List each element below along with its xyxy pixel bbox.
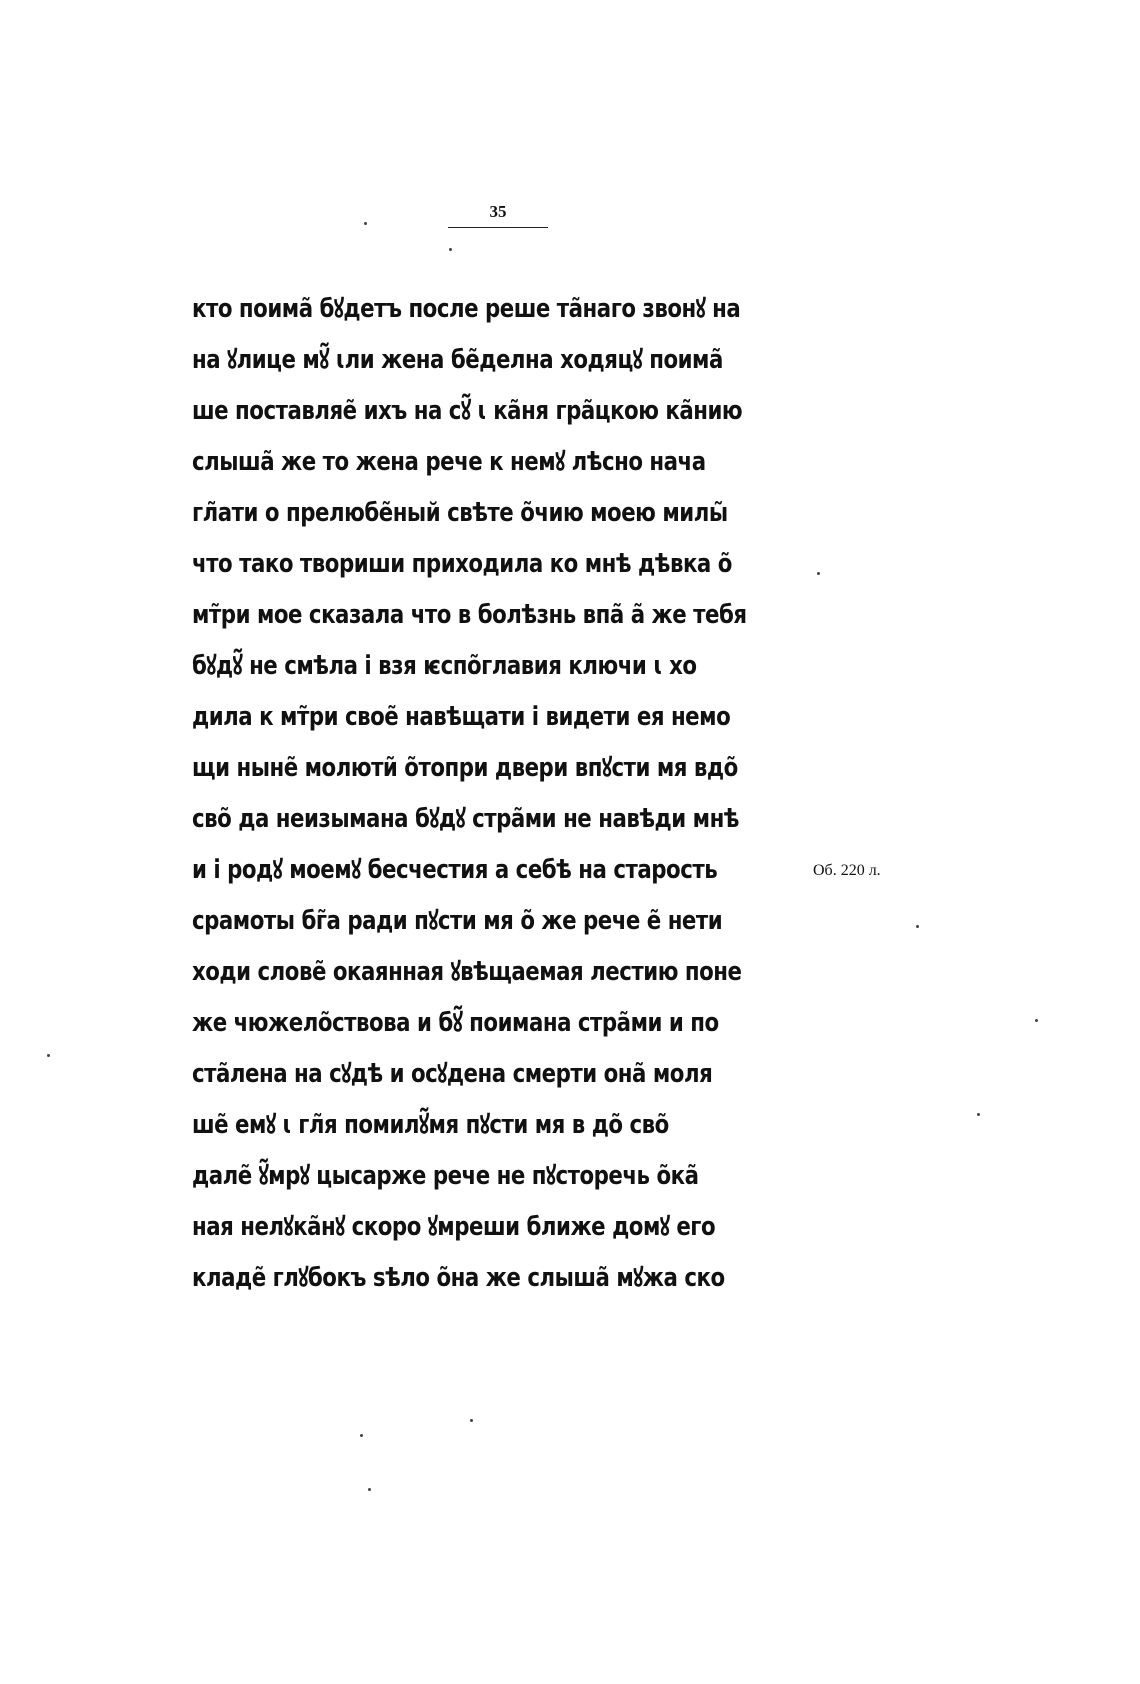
text-line: ше̃ емꙋ ꙇ гл̃я помилꙋ̃мя пꙋсти мя в до̃ сво̃ xyxy=(192,1110,669,1140)
scan-speck xyxy=(360,1434,363,1437)
text-line: ста̃лена на сꙋдѣ и осꙋдена смерти она̃ моля xyxy=(192,1059,713,1089)
text-line: мт̃ри мое сказала что в болѣзнь впа̃ а̃ же тебя xyxy=(192,600,747,630)
scan-speck xyxy=(977,1113,980,1116)
page-number-rule xyxy=(448,227,548,228)
scan-speck xyxy=(47,1054,50,1057)
text-line: же чюжело̃ствова и бꙋ̃ поимана стра̃ми и по xyxy=(192,1008,719,1038)
text-line: что тако твориши приходила ко мнѣ дѣвка о̃ xyxy=(192,549,732,579)
text-block xyxy=(192,287,832,1307)
scan-speck xyxy=(916,925,919,928)
text-line: слыша̃ же то жена рече к немꙋ лѣсно нача xyxy=(192,447,706,477)
scan-speck xyxy=(364,222,367,225)
text-line: ходи слове̃ окаянная ꙋвѣщаемая лестию поне xyxy=(192,957,742,987)
scan-speck xyxy=(1035,1019,1038,1022)
text-line: дале̃ ꙋ̃мрꙋ цысарже рече не пꙋсторечь о̃ка̃ xyxy=(192,1161,699,1191)
margin-folio-note: Об. 220 л. xyxy=(813,862,881,879)
text-line: ше поставляе̃ ихъ на сꙋ̃ ꙇ ка̃ня гра̃цкою ка̃нию xyxy=(192,396,743,426)
text-line: дила к мт̃ри свое̃ навѣщати і видети ея немо xyxy=(192,702,731,732)
scan-speck xyxy=(470,1419,473,1422)
text-line: и і родꙋ моемꙋ бесчестия а себѣ на старость xyxy=(192,855,718,885)
text-line: сво̃ да неизымана бꙋдꙋ стра̃ми не навѣди мнѣ xyxy=(192,804,740,834)
text-line: ная нелꙋка̃нꙋ скоро ꙋмреши ближе домꙋ его xyxy=(192,1212,716,1242)
text-line: на ꙋлице мꙋ̃ ꙇли жена бе̃делна ходяцꙋ поима̃ xyxy=(192,345,723,375)
text-line: срамоты бг̃а ради пꙋсти мя о̃ же рече е̃ нети xyxy=(192,906,723,936)
text-line: кладе̃ глꙋбокъ ѕѣло о̃на же слыша̃ мꙋжа ско xyxy=(192,1263,725,1293)
text-line: бꙋдꙋ̃ не смѣла і взя ѥспо̃главия ключи ꙇ хо xyxy=(192,651,697,681)
scan-speck xyxy=(449,248,452,251)
text-line: кто поима̃ бꙋдетъ после реше та̃наго звонꙋ на xyxy=(192,294,741,324)
scan-speck xyxy=(817,572,820,575)
text-line: щи ныне̃ молюти̃ о̃топри двери впꙋсти мя вдо̃ xyxy=(192,753,738,783)
scan-speck xyxy=(368,1488,371,1491)
text-line: гл̃ати о прелюбе̃ный свѣте о̃чию моею милы̃ xyxy=(192,498,728,528)
page-number: 35 xyxy=(489,202,507,221)
